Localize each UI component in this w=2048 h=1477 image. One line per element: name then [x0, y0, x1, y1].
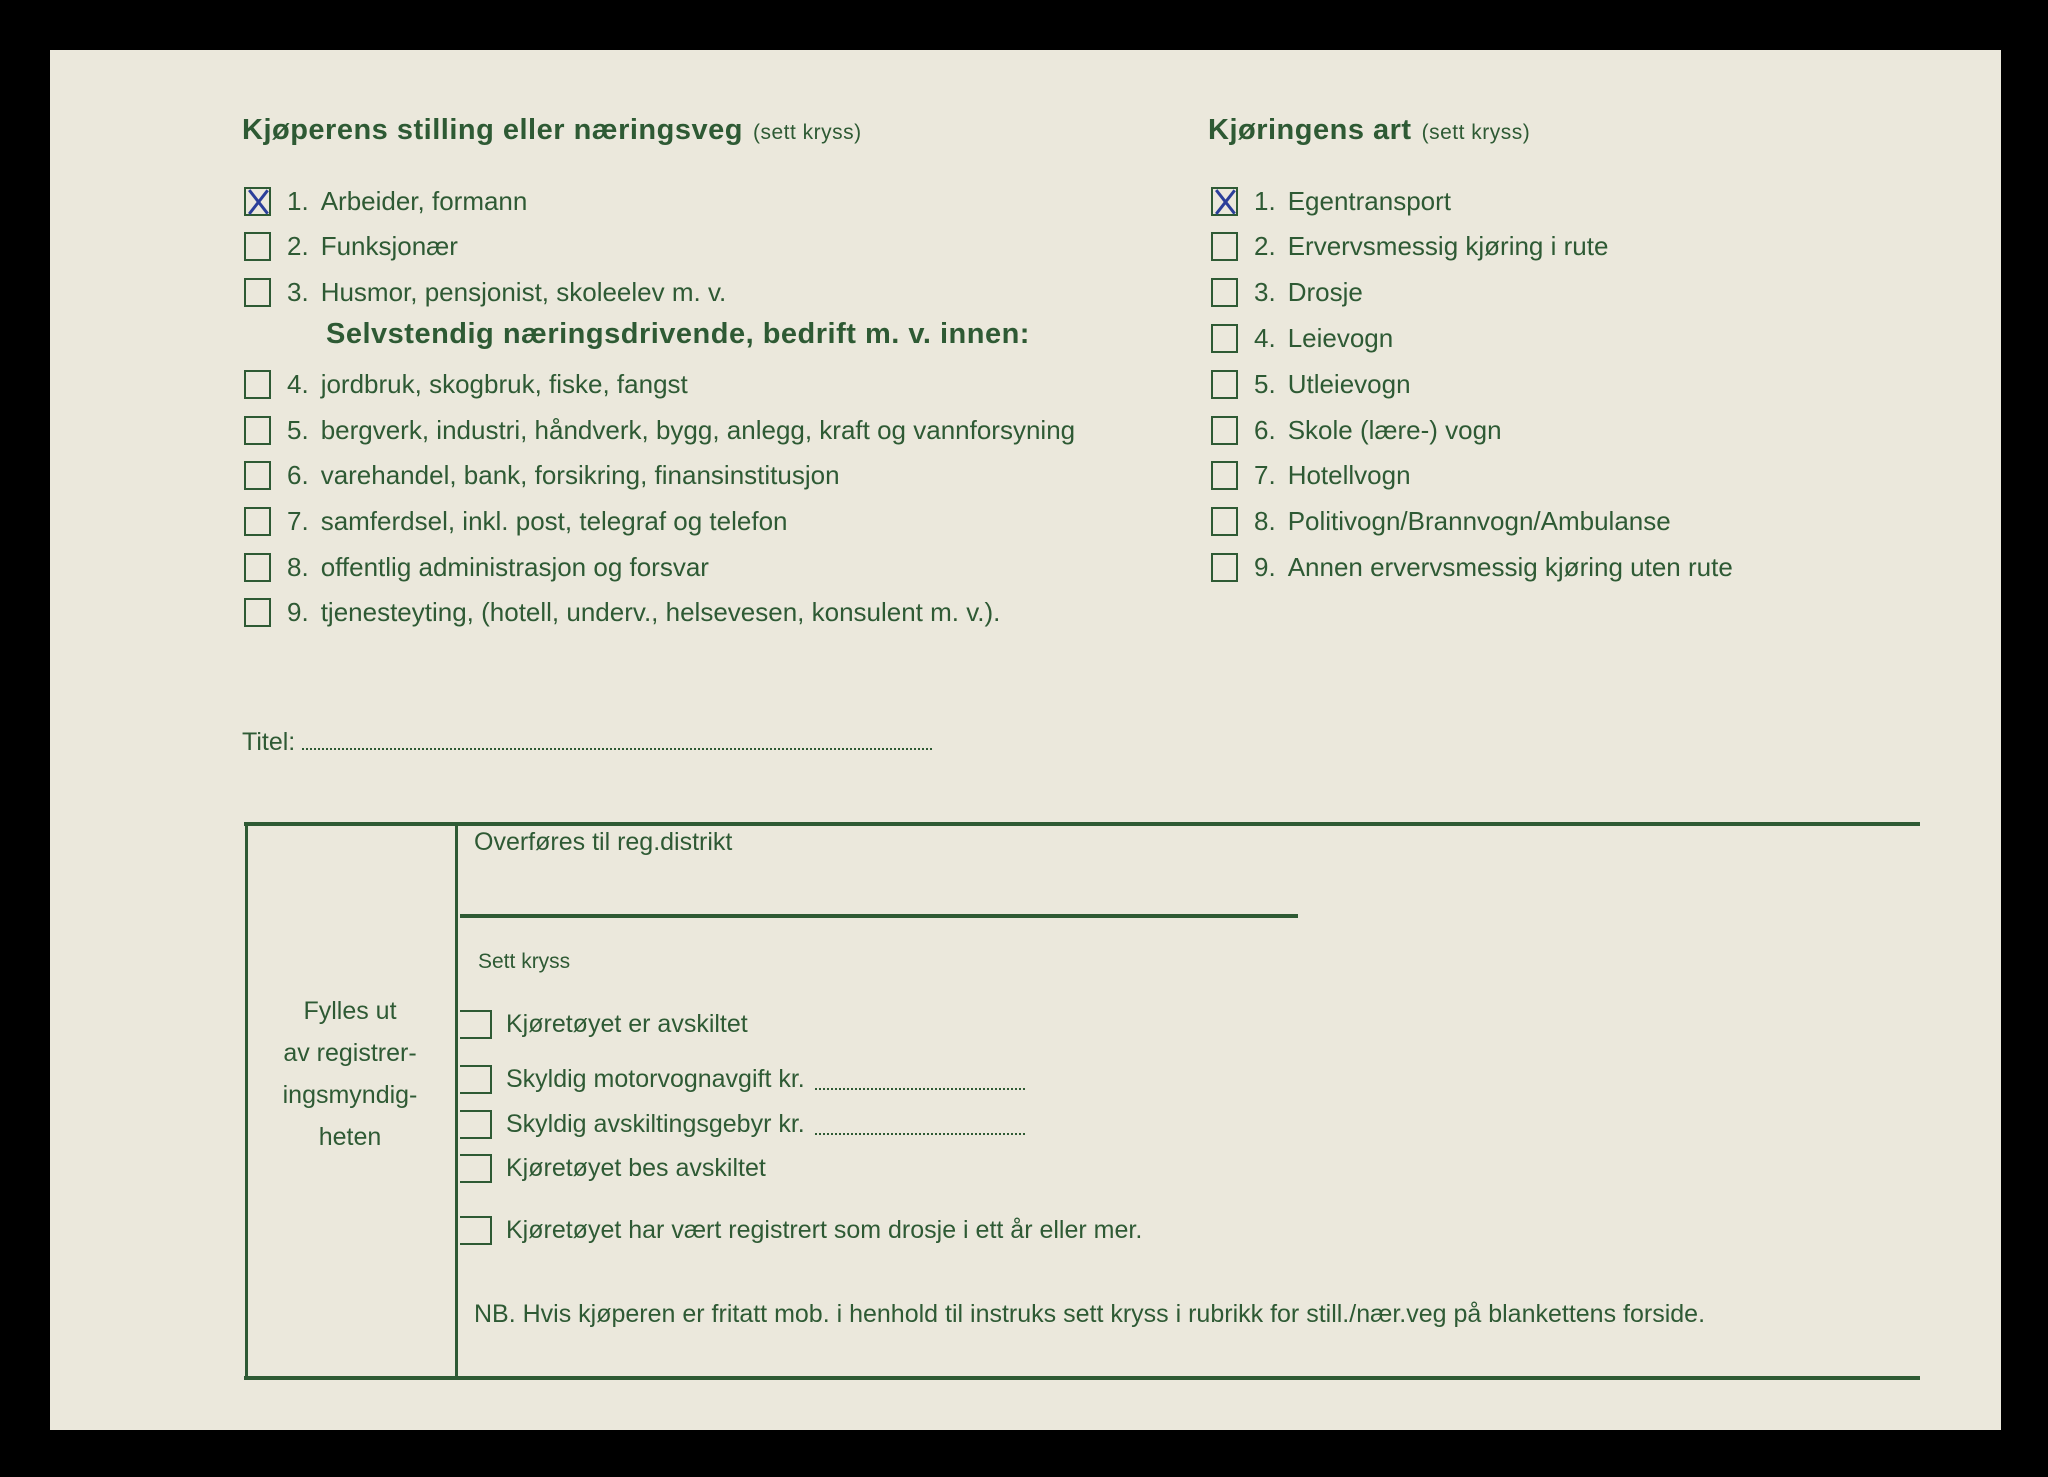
item-number: 8.	[1254, 505, 1276, 536]
checkbox[interactable]	[244, 370, 271, 399]
item-label: Ervervsmessig kjøring i rute	[1287, 230, 1609, 261]
transfer-label: Overføres til reg.distrikt	[474, 828, 733, 856]
item-number: 2.	[287, 230, 309, 261]
item-label: offentlig administrasjon og forsvar	[320, 551, 709, 582]
list-item	[1211, 367, 1411, 401]
authority-item	[460, 1151, 766, 1185]
item-label: Arbeider, formann	[320, 185, 528, 216]
checkbox[interactable]	[1211, 324, 1238, 353]
list-item	[1211, 504, 1671, 538]
left-subheading: Selvstendig næringsdrivende, bedrift m. v. innen:	[326, 318, 1030, 350]
list-item	[244, 229, 458, 263]
list-item	[1211, 413, 1502, 447]
checkbox[interactable]	[244, 461, 271, 490]
item-number: 4.	[287, 368, 309, 399]
checkbox[interactable]	[244, 416, 271, 445]
item-label: Politivogn/Brannvogn/Ambulanse	[1287, 505, 1671, 536]
box-bottom-rule	[244, 1376, 1920, 1380]
item-number: 4.	[1254, 322, 1276, 353]
authority-item	[460, 1007, 748, 1041]
box-divider	[455, 824, 458, 1378]
list-item	[1211, 184, 1451, 218]
title-field[interactable]	[242, 728, 932, 757]
item-number: 9.	[1254, 551, 1276, 582]
checkbox[interactable]	[1211, 278, 1238, 307]
check-heading: Sett kryss	[478, 950, 571, 973]
transfer-rule	[460, 914, 1298, 918]
checkbox[interactable]	[244, 278, 271, 307]
item-label: Drosje	[1287, 276, 1363, 307]
item-number: 5.	[1254, 368, 1276, 399]
checkbox[interactable]	[1211, 507, 1238, 536]
checkbox[interactable]	[460, 1216, 492, 1245]
checkbox[interactable]	[244, 507, 271, 536]
checkbox[interactable]	[460, 1010, 492, 1039]
checkbox[interactable]	[1211, 416, 1238, 445]
list-item	[244, 413, 1075, 447]
item-number: 7.	[287, 505, 309, 536]
heading-note: (sett kryss)	[1421, 121, 1531, 144]
item-label: jordbruk, skogbruk, fiske, fangst	[320, 368, 688, 399]
item-label: Kjøretøyet er avskiltet	[506, 1009, 748, 1038]
authority-side-label	[250, 990, 450, 1158]
transfer-input[interactable]	[474, 866, 1294, 906]
side-label-line: Fylles ut	[303, 997, 397, 1025]
side-label-line: heten	[318, 1123, 382, 1151]
item-label: varehandel, bank, forsikring, finansinstitusjon	[320, 459, 840, 490]
checkbox[interactable]	[460, 1154, 492, 1183]
left-section-heading	[242, 114, 862, 147]
item-number: 2.	[1254, 230, 1276, 261]
title-input-line[interactable]	[302, 728, 932, 750]
authority-item	[460, 1107, 1025, 1141]
item-number: 6.	[1254, 414, 1276, 445]
item-label: Kjøretøyet har vært registrert som drosje i ett år eller mer.	[506, 1215, 1143, 1244]
checkbox[interactable]	[244, 598, 271, 627]
item-number: 7.	[1254, 459, 1276, 490]
list-item	[244, 367, 688, 401]
heading-text: Kjøperens stilling eller næringsveg	[242, 114, 743, 146]
item-label: Kjøretøyet bes avskiltet	[506, 1153, 766, 1182]
heading-note: (sett kryss)	[752, 121, 862, 144]
list-item	[244, 184, 527, 218]
authority-item	[460, 1062, 1025, 1096]
right-section-heading	[1208, 114, 1530, 147]
item-label: Egentransport	[1287, 185, 1452, 216]
item-label: Leievogn	[1287, 322, 1394, 353]
checkbox[interactable]	[1211, 370, 1238, 399]
checkbox[interactable]	[1211, 553, 1238, 582]
checkbox[interactable]	[1211, 187, 1238, 216]
checkbox[interactable]	[1211, 232, 1238, 261]
item-label: bergverk, industri, håndverk, bygg, anlegg, kraft og vannforsyning	[320, 414, 1076, 445]
checkbox[interactable]	[460, 1065, 492, 1094]
checkbox[interactable]	[244, 232, 271, 261]
side-label-line: av registrer-	[283, 1039, 417, 1067]
item-number: 3.	[287, 276, 309, 307]
amount-input-line[interactable]	[815, 1113, 1025, 1135]
list-item	[1211, 275, 1363, 309]
heading-text: Kjøringens art	[1208, 114, 1412, 146]
item-label: tjenesteyting, (hotell, underv., helsevesen, konsulent m. v.).	[320, 596, 1001, 627]
list-item	[1211, 321, 1393, 355]
list-item	[244, 458, 840, 492]
item-label: Annen ervervsmessig kjøring uten rute	[1287, 551, 1733, 582]
item-label: samferdsel, inkl. post, telegraf og telefon	[320, 505, 788, 536]
item-label: Utleievogn	[1287, 368, 1411, 399]
authority-item	[460, 1213, 1142, 1247]
list-item	[1211, 229, 1608, 263]
title-label: Titel:	[242, 728, 296, 756]
item-label: Funksjonær	[320, 230, 458, 261]
side-label-line: ingsmyndig-	[282, 1081, 418, 1109]
checkbox[interactable]	[460, 1110, 492, 1139]
item-label: Husmor, pensjonist, skoleelev m. v.	[320, 276, 727, 307]
item-label: Hotellvogn	[1287, 459, 1411, 490]
list-item	[244, 275, 726, 309]
item-label: Skyldig avskiltingsgebyr kr.	[506, 1109, 805, 1138]
item-label: Skole (lære-) vogn	[1287, 414, 1502, 445]
item-number: 1.	[1254, 185, 1276, 216]
list-item	[244, 504, 788, 538]
item-number: 3.	[1254, 276, 1276, 307]
note-text: NB. Hvis kjøperen er fritatt mob. i henhold til instruks sett kryss i rubrikk for still./nær.veg på blankettens forside.	[474, 1300, 1706, 1328]
item-number: 6.	[287, 459, 309, 490]
checkbox[interactable]	[244, 553, 271, 582]
box-left-rule	[245, 824, 248, 1378]
checkbox[interactable]	[1211, 461, 1238, 490]
item-number: 1.	[287, 185, 309, 216]
list-item	[244, 595, 1000, 629]
item-number: 5.	[287, 414, 309, 445]
list-item	[1211, 550, 1733, 584]
item-number: 8.	[287, 551, 309, 582]
list-item	[244, 550, 709, 584]
checkbox[interactable]	[244, 187, 271, 216]
amount-input-line[interactable]	[815, 1068, 1025, 1090]
box-top-rule	[244, 822, 1920, 826]
item-number: 9.	[287, 596, 309, 627]
list-item	[1211, 458, 1411, 492]
item-label: Skyldig motorvognavgift kr.	[506, 1064, 805, 1093]
